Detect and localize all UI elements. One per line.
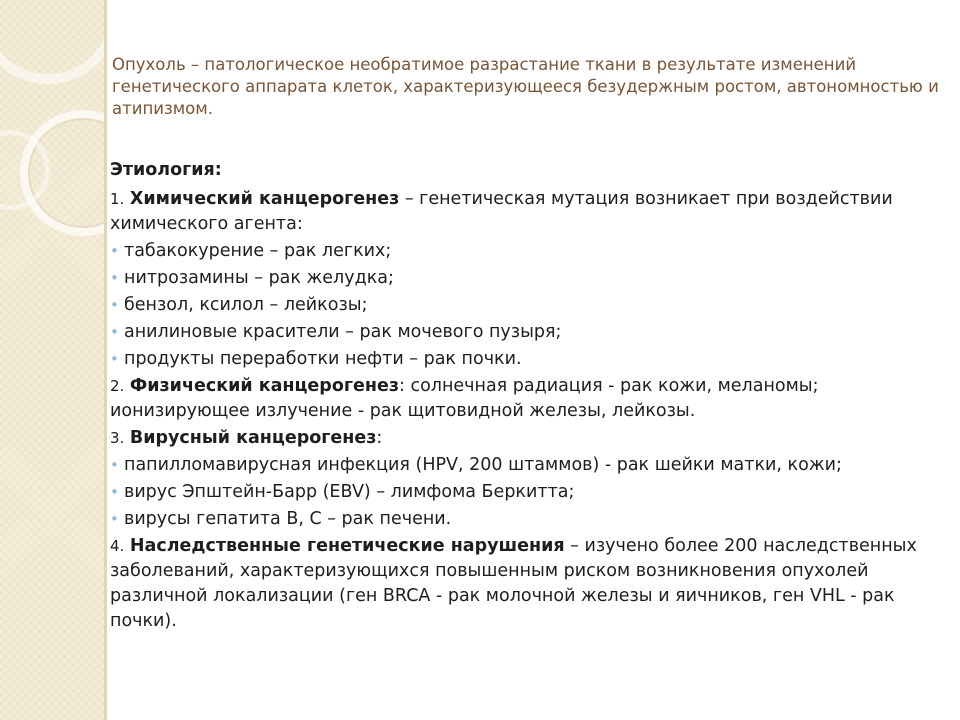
- section-number: 4.: [110, 537, 125, 555]
- band-divider: [104, 0, 107, 720]
- list-item: [110, 320, 940, 345]
- bullet-icon: •: [110, 456, 119, 474]
- section-physical: [110, 374, 940, 424]
- section-viral: [110, 426, 940, 451]
- slide-subtitle: Опухоль – патологическое необратимое разрастание ткани в результате изменений генетического аппарата клеток, характеризующееся безудержным ростом, автономностью и атипизмом.: [112, 55, 939, 118]
- section-title: Химический канцерогенез: [129, 189, 400, 209]
- list-item: [110, 293, 940, 318]
- section-number: 2.: [110, 377, 125, 395]
- list-item-text: вирусы гепатита B, C – рак печени.: [124, 509, 452, 529]
- list-item-text: папилломавирусная инфекция (HPV, 200 штаммов) - рак шейки матки, кожи;: [124, 455, 842, 475]
- list-item-text: анилиновые красители – рак мочевого пузыря;: [124, 322, 562, 342]
- section-title: Физический канцерогенез: [129, 376, 399, 396]
- section-number: 3.: [110, 429, 125, 447]
- section-title: Наследственные генетические нарушения: [129, 536, 565, 556]
- section-text: :: [376, 428, 383, 448]
- list-item-text: табакокурение – рак легких;: [124, 241, 392, 261]
- section-text: – изучено более 200 наследственных заболеваний, характеризующихся повышенным риском возникновения опухолей различной локализации (ген BRCA - рак молочной железы и яичников, ген VHL - рак почки).: [110, 536, 917, 631]
- list-item: [110, 239, 940, 264]
- etiology-heading: Этиология:: [110, 160, 222, 180]
- viral-list: [110, 453, 940, 532]
- bullet-icon: •: [110, 242, 119, 260]
- list-item-text: продукты переработки нефти – рак почки.: [124, 349, 522, 369]
- list-item: [110, 347, 940, 372]
- decorative-side-band: [0, 0, 104, 720]
- chemical-list: [110, 239, 940, 372]
- list-item-text: вирус Эпштейн-Барр (EBV) – лимфома Беркитта;: [124, 482, 575, 502]
- section-text: – генетическая мутация возникает при воздействии химического агента:: [110, 189, 893, 234]
- bullet-icon: •: [110, 269, 119, 287]
- bullet-icon: •: [110, 296, 119, 314]
- list-item: [110, 507, 940, 532]
- bullet-icon: •: [110, 350, 119, 368]
- section-number: 1.: [110, 190, 125, 208]
- list-item: [110, 266, 940, 291]
- bullet-icon: •: [110, 323, 119, 341]
- list-item-text: бензол, ксилол – лейкозы;: [124, 295, 368, 315]
- section-text: : солнечная радиация - рак кожи, меланомы; ионизирующее излучение - рак щитовидной железы, лейкозы.: [110, 376, 819, 421]
- section-title: Вирусный канцерогенез: [129, 428, 377, 448]
- list-item-text: нитрозамины – рак желудка;: [124, 268, 394, 288]
- section-chemical: [110, 187, 940, 237]
- decorative-ring: [0, 0, 104, 84]
- slide-content: [110, 158, 940, 636]
- list-item: [110, 453, 940, 478]
- list-item: [110, 480, 940, 505]
- bullet-icon: •: [110, 483, 119, 501]
- bullet-icon: •: [110, 510, 119, 528]
- section-hereditary: [110, 534, 940, 634]
